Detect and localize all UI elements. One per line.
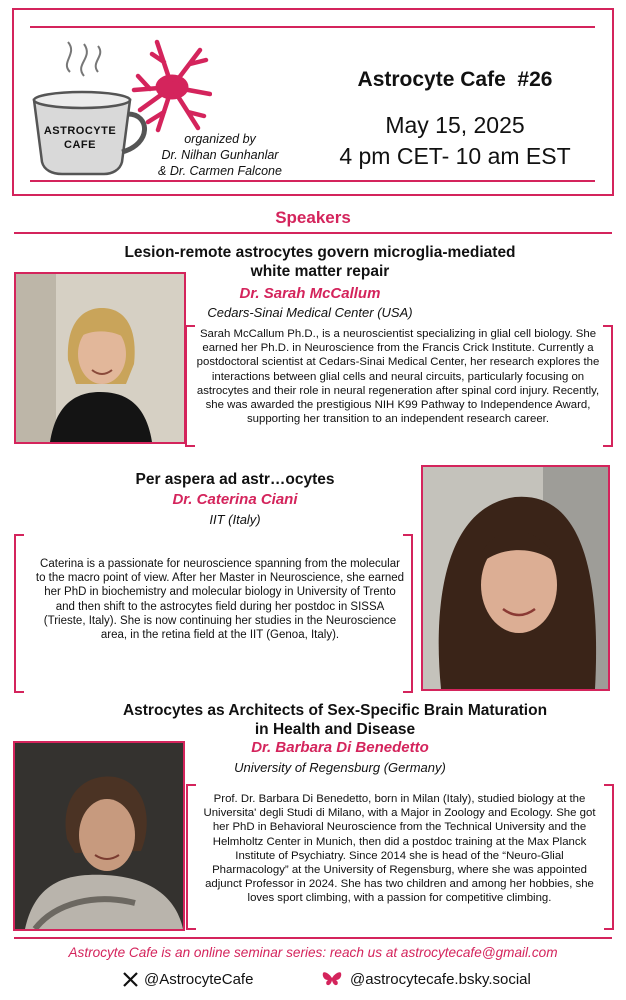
talk-3-title-line1: Astrocytes as Architects of Sex-Specific Brain Maturation bbox=[122, 702, 548, 719]
talk-2-title: Per aspera ad astr…ocytes bbox=[135, 471, 335, 488]
organizers bbox=[150, 131, 290, 179]
speaker-2-photo bbox=[421, 465, 610, 691]
talk-1-speaker: Dr. Sarah McCallum bbox=[239, 285, 381, 302]
logo-line2: CAFE bbox=[64, 139, 96, 151]
butterfly-icon bbox=[322, 970, 342, 988]
footer-tagline: Astrocyte Cafe is an online seminar series: reach us at astrocytecafe@gmail.com bbox=[68, 945, 558, 960]
footer-rule bbox=[14, 937, 612, 939]
talk-2-bio: Caterina is a passionate for neuroscience spanning from the molecular to the macro point of view. After her Master in Neuroscience, she earned her PhD in biochemistry and molecular biology in University of Trento and then shift to the astrocytes field during her postdoc in SISSA (Trieste, Italy). She is now continuing her studies in the Neuroscience area, in the retina field at the IIT (Genoa, Italy). bbox=[35, 558, 405, 642]
talk-3-title bbox=[95, 701, 575, 739]
speaker-1-photo bbox=[14, 272, 186, 444]
organizer-1: Dr. Nilhan Gunhanlar bbox=[161, 148, 279, 162]
speakers-heading: Speakers bbox=[275, 208, 351, 227]
talk-2-speaker: Dr. Caterina Ciani bbox=[172, 491, 298, 508]
speaker-3-photo bbox=[13, 741, 185, 931]
talk-3-bracket-left bbox=[186, 784, 196, 930]
speakers-rule bbox=[14, 232, 612, 234]
talk-1-bio: Sarah McCallum Ph.D., is a neuroscientist specializing in glial cell biology. She earned her Ph.D. in Neuroscience from the Francis Crick Institute. Currently a postdoctoral scientist at Cedars-Sinai Medical Center, her research explores the interactions between glial cells and neural circuits, particularly focusing on astrocytes and their role in neural regeneration after spinal cord injury. Recently, she was awarded the prestigious NIH K99 Pathway to Independence Award, supporting her transition to an independent research career. bbox=[196, 328, 600, 426]
astrocyte-icon bbox=[134, 42, 210, 130]
bsky-handle: @astrocytecafe.bsky.social bbox=[350, 970, 531, 988]
talk-3-affiliation: University of Regensburg (Germany) bbox=[234, 760, 446, 775]
event-time: 4 pm CET- 10 am EST bbox=[339, 143, 571, 169]
talk-1-bracket-right bbox=[603, 325, 613, 447]
talk-3-bracket-right bbox=[604, 784, 614, 930]
event-title: Astrocyte Cafe #26 bbox=[357, 68, 553, 91]
steam-icon bbox=[67, 42, 100, 76]
talk-1-bracket-left bbox=[185, 325, 195, 447]
talk-3-title-line2: in Health and Disease bbox=[254, 721, 416, 738]
organized-by-label: organized by bbox=[184, 132, 256, 146]
x-handle-link[interactable] bbox=[122, 969, 253, 989]
talk-2-affiliation: IIT (Italy) bbox=[209, 512, 261, 527]
x-handle: @AstrocyteCafe bbox=[144, 970, 254, 988]
talk-3-bio: Prof. Dr. Barbara Di Benedetto, born in Milan (Italy), studied biology at the Universita' degli Studi di Milano, with a Major in Zoology and Ecology. She got her PhD in Behavioral Neuroscience from the Technical University and the Helmholtz Center in Munich, then did a postdoc training at the Max Planck Institute of Psychiatry. Since 2014 she is head of the “Neuro-Glial Pharmacology” at the University of Regensburg, where she was appointed adjunct Professor in 2024. She has two children and among her hobbies, she loves sport climbing, with a passion for competitive climbing. bbox=[203, 793, 596, 905]
bsky-handle-link[interactable] bbox=[322, 969, 531, 989]
logo-line1: ASTROCYTE bbox=[43, 125, 117, 137]
talk-1-affiliation: Cedars-Sinai Medical Center (USA) bbox=[207, 305, 413, 320]
organizer-2: & Dr. Carmen Falcone bbox=[158, 164, 282, 178]
talk-3-speaker: Dr. Barbara Di Benedetto bbox=[251, 739, 429, 756]
header-top-rule bbox=[30, 26, 595, 28]
logo-text bbox=[30, 124, 130, 152]
event-date: May 15, 2025 bbox=[385, 112, 525, 138]
talk-1-title-line1: Lesion-remote astrocytes govern microglia-mediated bbox=[124, 244, 516, 261]
talk-2-bracket-left bbox=[14, 534, 24, 693]
talk-1-title-line2: white matter repair bbox=[250, 263, 390, 280]
x-logo-icon bbox=[122, 971, 139, 988]
